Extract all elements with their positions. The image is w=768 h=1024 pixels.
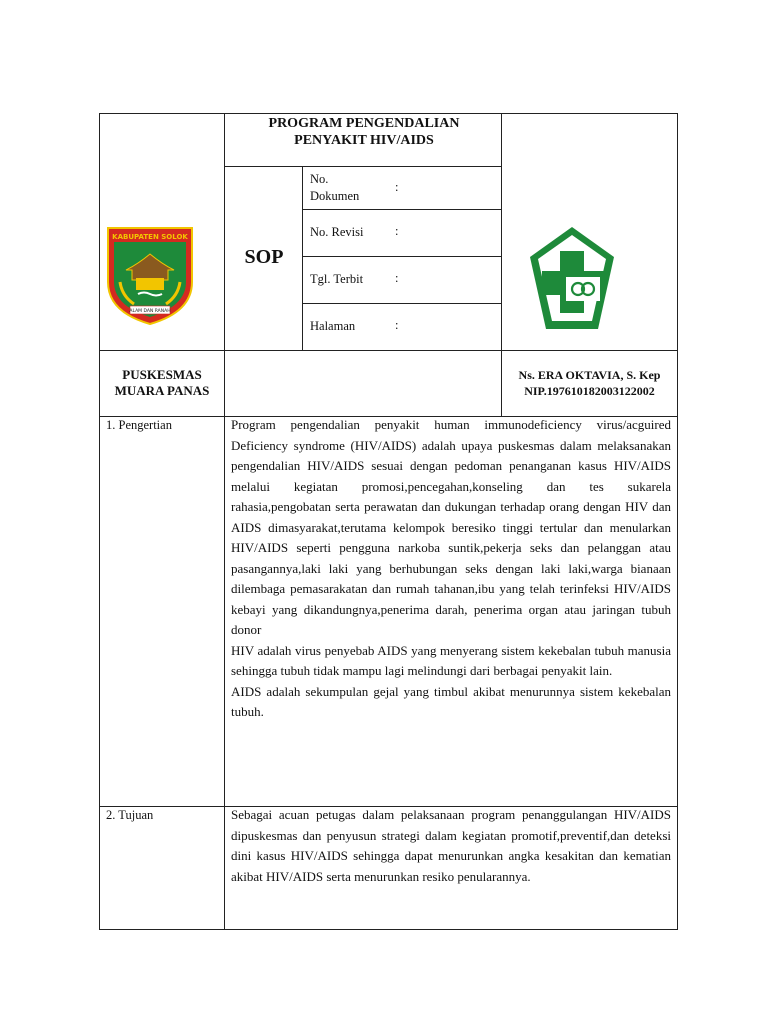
table-border-top [99, 113, 678, 114]
meta-value-no-dokumen: : [395, 180, 399, 194]
meta-value-no-revisi: : [395, 224, 399, 238]
row-divider-header [99, 350, 678, 351]
org-line-2: MUARA PANAS [114, 383, 210, 398]
meta-label-no: No. [310, 172, 329, 186]
signer-nip: NIP.197610182003122002 [524, 384, 655, 398]
meta-label-no-revisi: No. Revisi [310, 225, 364, 239]
row-divider-meta-3 [302, 303, 502, 304]
meta-label-halaman: Halaman [310, 319, 356, 333]
emblem-text-bottom: ALAM DAN RANAH [129, 309, 171, 314]
section-label-tujuan: 2. Tujuan [106, 808, 154, 822]
title-line-2: PENYAKIT HIV/AIDS [294, 133, 434, 148]
org-line-1: PUSKESMAS [122, 367, 202, 382]
meta-value-tgl-terbit: : [395, 271, 399, 285]
section-label-pengertian: 1. Pengertian [106, 418, 172, 432]
tujuan-paragraph-1: Sebagai acuan petugas dalam pelaksanaan program penanggulangan HIV/AIDS dipuskesmas dan penyusun strategi dalam kegiatan promotif,preventif,dan deteksi dini kasus HIV/AIDS sehingga dapat menurunkan angka kesakitan dan kematian akibat HIV/AIDS serta menurunkan resiko penularannya. [231, 807, 671, 884]
title-line-1: PROGRAM PENGENDALIAN [268, 116, 460, 131]
emblem-house-icon [136, 278, 164, 290]
table-border-right [677, 113, 678, 930]
sop-label: SOP [244, 246, 284, 268]
table-border-left [99, 113, 100, 930]
column-divider-meta [302, 166, 303, 350]
meta-label-tgl-terbit: Tgl. Terbit [310, 272, 364, 286]
row-divider-meta-1 [302, 209, 502, 210]
column-divider-left [224, 113, 225, 930]
table-border-bottom [99, 929, 678, 930]
signer-block [502, 367, 677, 399]
row-divider-meta-2 [302, 256, 502, 257]
row-divider-title [224, 166, 502, 167]
kabupaten-solok-emblem [104, 220, 196, 326]
meta-label-no-dokumen [310, 171, 359, 205]
organization-name [100, 367, 224, 399]
pengertian-paragraph-3: AIDS adalah sekumpulan gejal yang timbul akibat menurunnya sistem kekebalan tubuh. [231, 683, 671, 719]
section-content-tujuan [231, 805, 671, 887]
puskesmas-logo [526, 223, 618, 335]
pengertian-paragraph-1: Program pengendalian penyakit human immunodeficiency virus/acguired Deficiency syndrome (HIV/AIDS) adalah upaya puskesmas dalam melaksanakan pengendalian HIV/AIDS sesuai dengan pedoman penanganan kasus HIV/AIDS melalui kegiatan promosi,pencegahan,konseling dan tes sukarela rahasia,pengobatan serta perawatan dan dukungan terhadap orang dengan HIV dan AIDS dimasyarakat,terutama kelompok beresiko tinggi tertular dan menularkan HIV/AIDS seperti pengguna narkoba suntik,pekerja seks dan pelanggan atau pasangannya,laki laki yang berhubungan seks dengan laki laki,warga bianaan dilembaga pemasarakatan dan rumah tahanan,ibu yang telah terinfeksi HIV/AIDS kebayi yang dikandungnya,penerima darah, penerima organ atau jaringan tubuh donor [231, 417, 671, 637]
document-title [226, 115, 502, 149]
emblem-text-top: KABUPATEN SOLOK [112, 233, 188, 241]
pengertian-paragraph-2: HIV adalah virus penyebab AIDS yang menyerang sistem kekebalan tubuh manusia sehingga tubuh tidak mampu lagi melindungi dari berbagai penyakit lain. [231, 642, 671, 678]
signer-name: Ns. ERA OKTAVIA, S. Kep [518, 368, 661, 382]
meta-value-halaman: : [395, 318, 399, 332]
meta-label-dokumen: Dokumen [310, 189, 360, 203]
section-content-pengertian [231, 415, 671, 723]
